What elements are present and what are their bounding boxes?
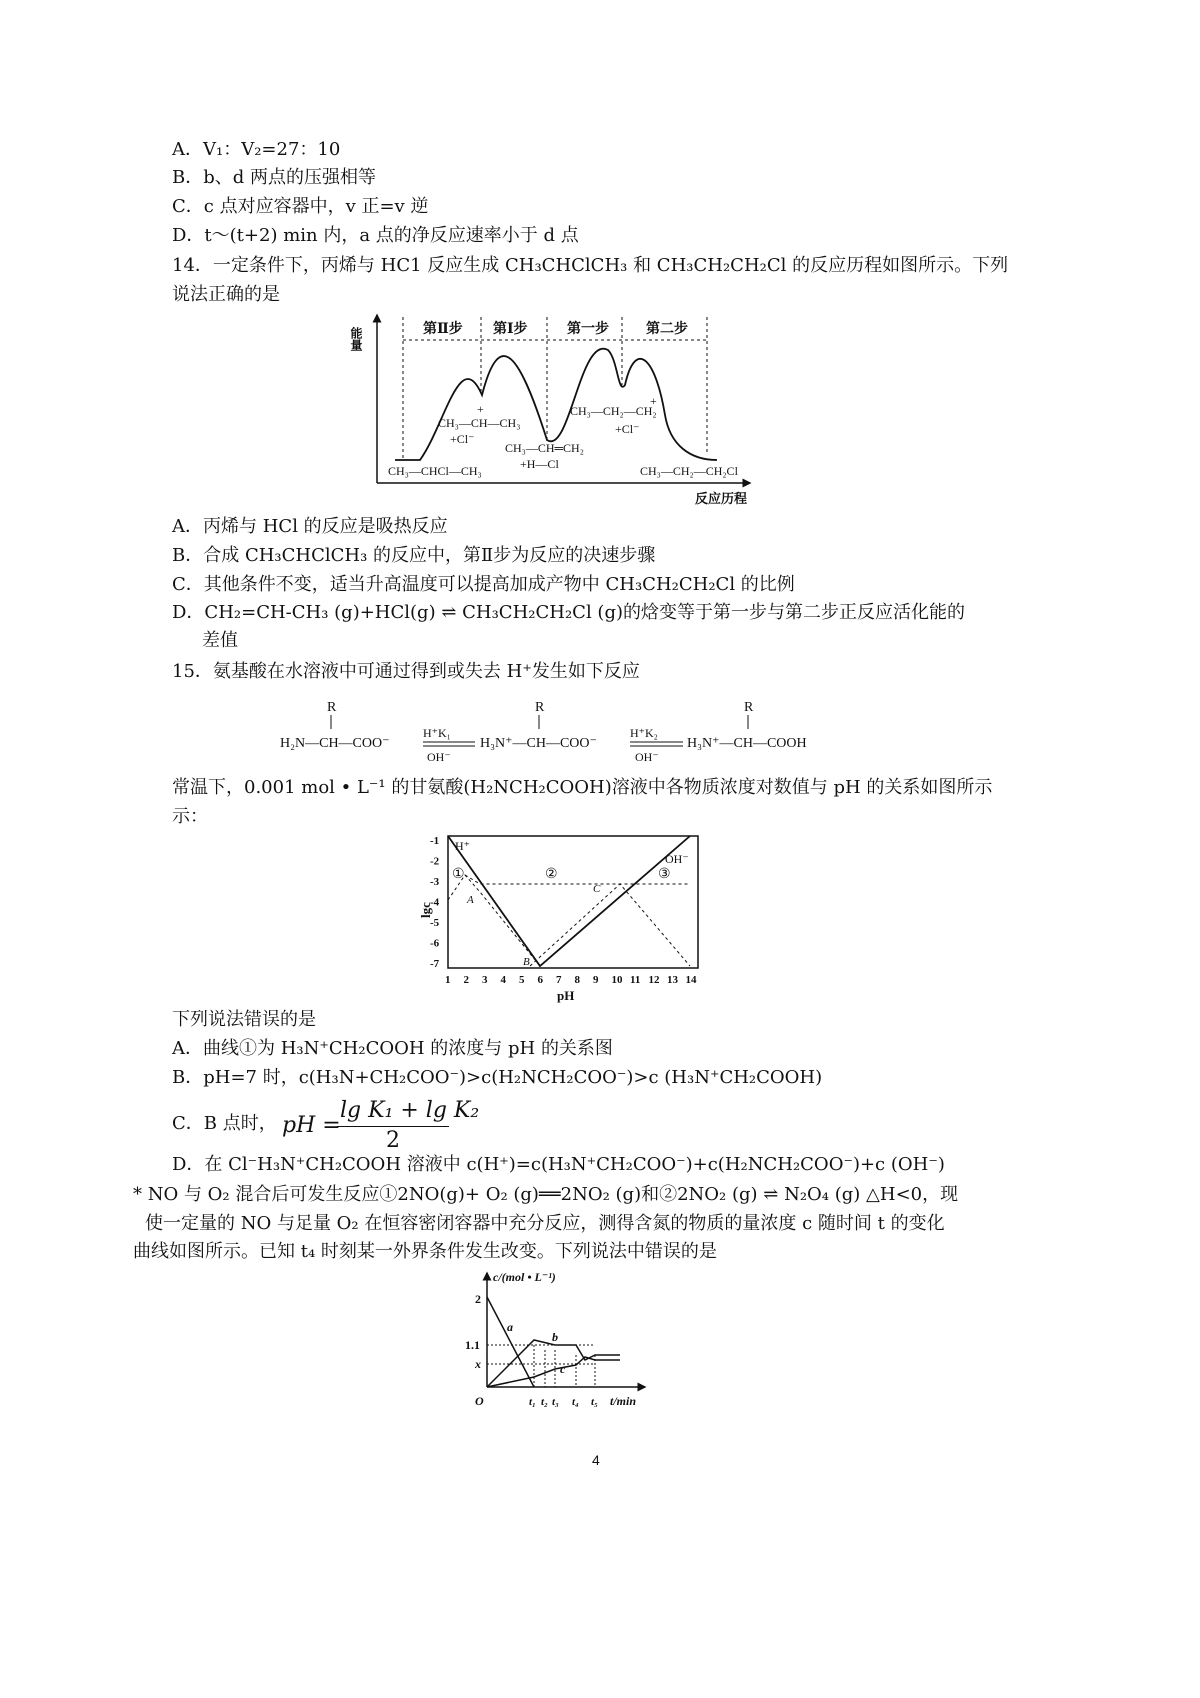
step-label: 第Ⅰ步	[493, 322, 528, 337]
curve-label: a	[507, 1320, 513, 1334]
xtick: 11	[630, 974, 641, 986]
xtick: 14	[685, 974, 697, 986]
q13-option-b: B．b、d 两点的压强相等	[172, 167, 376, 188]
q16-stem-cont: 使一定量的 NO 与足量 O₂ 在恒容密闭容器中充分反应，测得含氮的物质的量浓度 c 随时间 t 的变化	[145, 1213, 945, 1234]
xtick: t₄	[572, 1396, 579, 1408]
q15-text-cont: 示：	[172, 806, 208, 827]
xtick: t₂	[541, 1396, 548, 1408]
species-label: CH₃—CH—CH₃	[438, 416, 521, 430]
curve-b	[487, 1340, 620, 1387]
curve-a	[487, 1297, 534, 1387]
ytick: -1	[430, 835, 440, 847]
species-label: CH₃—CHCl—CH₃	[388, 464, 482, 478]
curve-c	[487, 1357, 620, 1387]
q13-option-a: A．V₁：V₂=27：10	[172, 139, 341, 160]
q14-option-d-cont: 差值	[202, 630, 238, 651]
x-axis-label: pH	[557, 988, 575, 1003]
q14-stem: 14．一定条件下，丙烯与 HC1 反应生成 CH₃CHClCH₃ 和 CH₃CH₂CH₂Cl 的反应历程如图所示。下列	[172, 255, 1009, 276]
x-axis-label: t/min	[610, 1394, 637, 1408]
ytick: -7	[430, 958, 440, 970]
q15-option-d: D．在 Cl⁻H₃N⁺CH₂COOH 溶液中 c(H⁺)=c(H₃N⁺CH₂COO⁻)+c(H₂NCH₂COO⁻)+c (OH⁻)	[172, 1154, 945, 1175]
ytick: -3	[430, 876, 440, 888]
charge-label: +	[477, 402, 484, 416]
h-oh-lines	[448, 836, 690, 966]
xtick: t₅	[591, 1396, 598, 1408]
species-label: +Cl⁻	[450, 432, 475, 446]
q14-option-a: A．丙烯与 HCl 的反应是吸热反应	[172, 516, 448, 537]
lgc-ph-chart	[420, 830, 710, 1005]
curve-2-label: ②	[545, 867, 558, 882]
x-axis-label: 反应历程	[695, 491, 748, 506]
species-label: CH₃—CH═CH₂	[505, 441, 584, 455]
y-axis-label: 能量	[349, 327, 363, 351]
species-label: +Cl⁻	[615, 422, 640, 436]
xtick: t₃	[552, 1396, 559, 1408]
y-axis-label: c/(mol • L⁻¹)	[493, 1270, 556, 1284]
q15-option-c: C．B 点时，	[172, 1113, 277, 1134]
point-c: C	[593, 883, 601, 895]
r-group: R	[744, 700, 754, 715]
q15-stem: 15．氨基酸在水溶液中可通过得到或失去 H⁺发生如下反应	[172, 661, 640, 682]
arrow-bottom-label: OH⁻	[427, 750, 451, 764]
formula-numerator: lg K₁ + lg K₂	[340, 1098, 480, 1123]
q14-option-d: D．CH₂=CH-CH₃ (g)+HCl(g) ⇌ CH₃CH₂CH₂Cl (g)的焓变等于第一步与第二步正反应活化能的	[172, 602, 965, 623]
species-zwitterion: H₃N⁺—CH—COO⁻	[480, 736, 597, 751]
curve-3-label: ③	[658, 867, 671, 882]
xtick: 1	[445, 974, 451, 986]
xtick: t₁	[529, 1396, 536, 1408]
curve-label: b	[552, 1330, 558, 1344]
step-label: 第二步	[646, 322, 688, 337]
species-label: CH₃—CH₂—CH₂	[570, 404, 657, 418]
energy-profile-diagram	[350, 305, 770, 515]
xtick: 3	[482, 974, 488, 986]
ytick: x	[475, 1357, 481, 1371]
xtick: 5	[519, 974, 525, 986]
ytick: -6	[430, 937, 440, 950]
species-label: +H—Cl	[520, 457, 559, 471]
ytick: -2	[430, 855, 440, 868]
q15-option-b: B．pH=7 时，c(H₃N+CH₂COO⁻)>c(H₂NCH₂COO⁻)>c (H₃N⁺CH₂COOH)	[172, 1067, 823, 1088]
species-cation: H₃N⁺—CH—COOH	[687, 736, 807, 751]
y-axis-label: lgc	[418, 902, 433, 918]
concentration-time-chart	[455, 1265, 655, 1415]
page-number: 4	[592, 1452, 600, 1468]
q16-stem: * NO 与 O₂ 混合后可发生反应①2NO(g)+ O₂ (g)══2NO₂ (g)和②2NO₂ (g) ⇌ N₂O₄ (g) △H<0，现	[133, 1184, 959, 1205]
q15-option-a: A．曲线①为 H₃N⁺CH₂COOH 的浓度与 pH 的关系图	[172, 1038, 613, 1059]
xtick: 12	[648, 974, 660, 986]
curve-label: c	[560, 1362, 566, 1376]
xtick: 2	[463, 974, 469, 986]
point-a: A	[467, 894, 474, 906]
xtick: 6	[537, 974, 543, 986]
xtick: 10	[611, 974, 623, 986]
r-group: R	[535, 700, 545, 715]
species-anion: H₂N—CH—COO⁻	[280, 736, 390, 751]
formula-denominator: 2	[386, 1128, 400, 1153]
arrow-top-label: H⁺K₂	[630, 726, 658, 740]
q13-option-c: C．c 点对应容器中，v 正=v 逆	[172, 196, 429, 217]
q15-text: 常温下，0.001 mol • L⁻¹ 的甘氨酸(H₂NCH₂COOH)溶液中各物质浓度对数值与 pH 的关系如图所示	[172, 777, 993, 798]
xtick: 4	[500, 974, 506, 986]
point-b: B	[523, 956, 530, 968]
ytick: 1.1	[465, 1338, 480, 1352]
oh-label: OH⁻	[665, 852, 689, 866]
q13-option-d: D．t～(t+2) min 内，a 点的净反应速率小于 d 点	[172, 225, 579, 246]
r-group: R	[327, 700, 337, 715]
curve-2	[465, 875, 690, 884]
arrow-bottom-label: OH⁻	[635, 750, 659, 764]
species-label: CH₃—CH₂—CH₂Cl	[640, 464, 738, 478]
q14-option-c: C．其他条件不变，适当升高温度可以提高加成产物中 CH₃CH₂CH₂Cl 的比例	[172, 574, 795, 595]
charge-label: +	[650, 394, 657, 408]
arrow-top-label: H⁺K₁	[423, 726, 451, 740]
curve-1-label: ①	[452, 867, 465, 882]
h-label: H⁺	[455, 839, 470, 853]
xtick: 13	[667, 974, 678, 986]
xtick: 8	[574, 974, 580, 986]
step-label: 第Ⅱ步	[423, 322, 463, 337]
xtick: 9	[593, 974, 599, 986]
amino-acid-equilibrium	[275, 695, 845, 765]
q14-option-b: B．合成 CH₃CHClCH₃ 的反应中，第Ⅱ步为反应的决速步骤	[172, 545, 656, 566]
ytick: -4	[430, 896, 440, 909]
q14-stem-cont: 说法正确的是	[172, 284, 280, 305]
xtick: 7	[556, 974, 562, 986]
ytick: -5	[430, 917, 440, 929]
formula-lhs: pH =	[282, 1113, 341, 1138]
ytick: 2	[475, 1292, 481, 1306]
q16-stem-cont2: 曲线如图所示。已知 t₄ 时刻某一外界条件发生改变。下列说法中错误的是	[133, 1241, 717, 1262]
origin-label: O	[475, 1394, 484, 1408]
curve-1	[448, 875, 540, 966]
q15-prompt: 下列说法错误的是	[172, 1009, 316, 1030]
step-label: 第一步	[567, 322, 609, 337]
